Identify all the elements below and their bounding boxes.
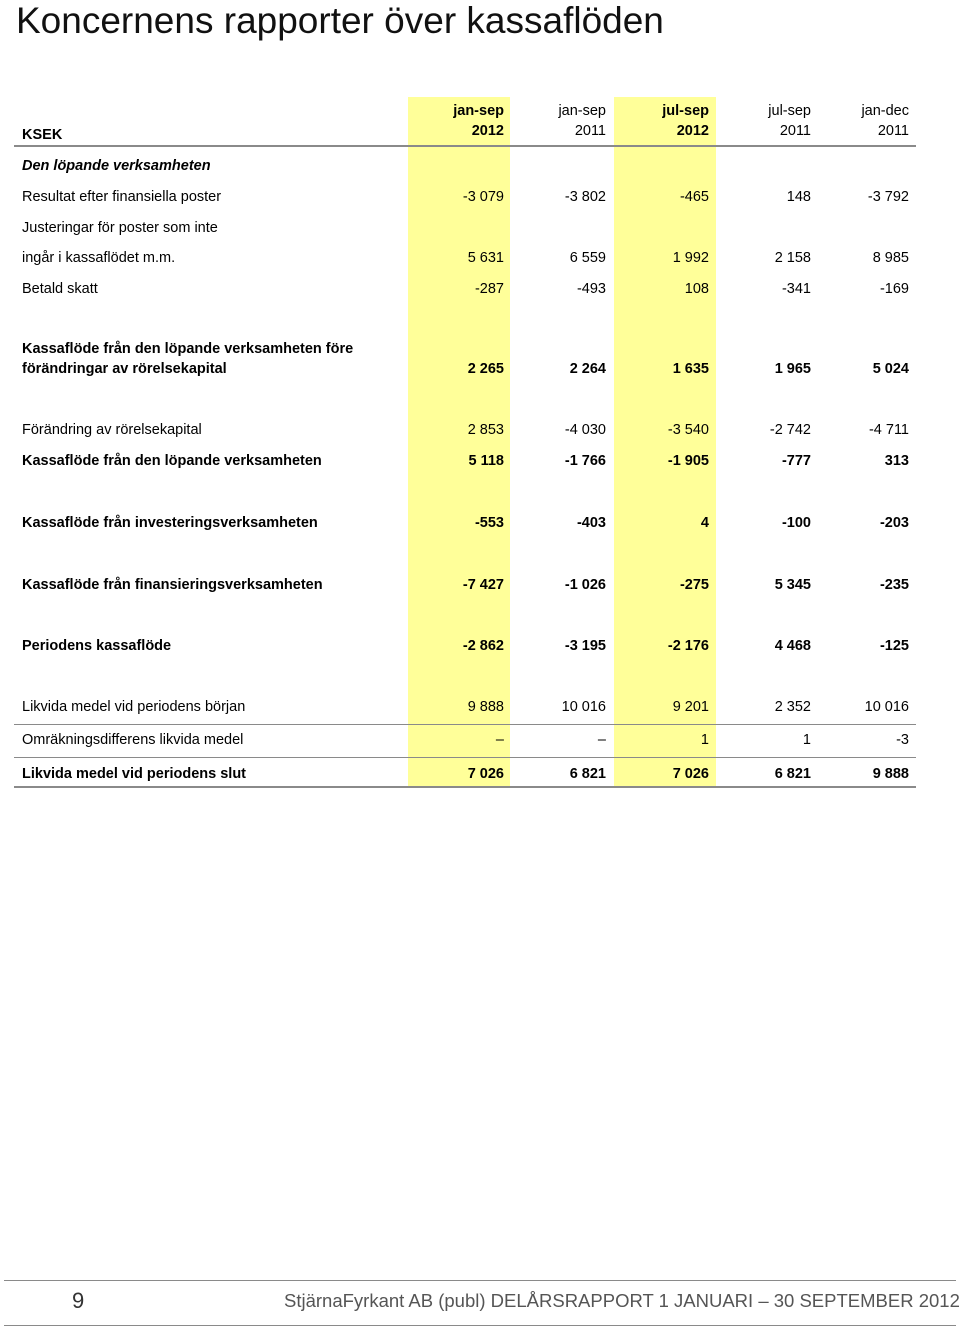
unit-label: KSEK (22, 127, 63, 143)
footer-text: StjärnaFyrkant AB (publ) DELÅRSRAPPORT 1 JANUARI – 30 SEPTEMBER 2012 (284, 1290, 960, 1311)
column-header-1-year: 2012 (471, 123, 504, 139)
row-label: Likvida medel vid periodens början (22, 699, 246, 715)
cell: 5 345 (774, 577, 811, 593)
cell: 10 016 (561, 699, 606, 715)
cell: -4 711 (868, 422, 909, 438)
cell: -125 (879, 638, 909, 654)
cell: -2 176 (667, 638, 709, 654)
cell: -169 (879, 281, 909, 297)
row-label: Omräkningsdifferens likvida medel (22, 732, 244, 748)
cell: 2 853 (467, 422, 504, 438)
cell: 2 158 (774, 250, 811, 266)
row-rule (14, 724, 916, 725)
column-header-5-period: jan-dec (861, 103, 909, 119)
column-header-3-year: 2012 (676, 123, 709, 139)
cell: 6 821 (774, 766, 811, 782)
column-header-3 (609, 101, 709, 141)
cell: 5 118 (468, 453, 504, 469)
cell: -465 (679, 189, 709, 205)
column-header-3-period: jul-sep (662, 103, 709, 119)
cell: -777 (781, 453, 811, 469)
cell: -553 (474, 515, 504, 531)
footer-rule-top (4, 1280, 956, 1281)
cell: 8 985 (872, 250, 909, 266)
row-label: Periodens kassaflöde (22, 638, 172, 654)
row-rule (14, 757, 916, 758)
cell: 148 (786, 189, 811, 205)
column-header-5 (809, 101, 909, 141)
cell: -235 (879, 577, 909, 593)
cell: 7 026 (672, 766, 709, 782)
page-number: 9 (72, 1288, 85, 1313)
section-header-label: Den löpande verksamheten (22, 158, 211, 174)
cell: -203 (879, 515, 909, 531)
cell: -3 540 (667, 422, 709, 438)
row-label: Justeringar för poster som inte (22, 220, 218, 236)
cell: 6 821 (569, 766, 606, 782)
cell: -1 905 (667, 453, 709, 469)
cell: 108 (684, 281, 709, 297)
row-label: Kassaflöde från finansieringsverksamheten (22, 577, 323, 593)
row-label: Kassaflöde från den löpande verksamheten före (22, 341, 354, 357)
cell: -3 802 (564, 189, 606, 205)
cell: 9 888 (872, 766, 909, 782)
cell: -2 742 (769, 422, 811, 438)
column-header-4 (711, 101, 811, 141)
cell: -3 079 (462, 189, 504, 205)
column-header-1 (404, 101, 504, 141)
cell: -493 (576, 281, 606, 297)
cell: -2 862 (462, 638, 504, 654)
column-header-4-year: 2011 (779, 123, 811, 139)
column-header-4-period: jul-sep (768, 103, 811, 119)
page-title: Koncernens rapporter över kassaflöden (16, 0, 664, 41)
row-label: förändringar av rörelsekapital (22, 361, 227, 377)
cell: 2 352 (774, 699, 811, 715)
row-label: Resultat efter finansiella poster (22, 189, 222, 205)
row-label: Kassaflöde från den löpande verksamheten (22, 453, 322, 469)
cell: 5 024 (872, 361, 909, 377)
cell: -1 026 (564, 577, 606, 593)
row-label: Förändring av rörelsekapital (22, 422, 202, 438)
cell: – (495, 732, 504, 748)
cell: 1 965 (774, 361, 811, 377)
cell: 9 888 (467, 699, 504, 715)
row-label: Betald skatt (22, 281, 98, 297)
cell: -287 (474, 281, 504, 297)
cell: -100 (781, 515, 811, 531)
cell: -7 427 (462, 577, 504, 593)
cell: 7 026 (467, 766, 504, 782)
column-header-5-year: 2011 (877, 123, 909, 139)
cell: 1 (700, 732, 709, 748)
cell: 1 635 (672, 361, 709, 377)
cell: 2 265 (467, 361, 504, 377)
cell: 313 (884, 453, 909, 469)
cell: 1 (802, 732, 811, 748)
column-header-2 (506, 101, 606, 141)
cell: 10 016 (864, 699, 909, 715)
cell: 4 (700, 515, 709, 531)
cell: -3 (896, 732, 909, 748)
cell: 5 631 (467, 250, 504, 266)
cell: 6 559 (569, 250, 606, 266)
cell: -3 195 (564, 638, 606, 654)
cell: -341 (781, 281, 811, 297)
row-label: Kassaflöde från investeringsverksamheten (22, 515, 318, 531)
cell: -1 766 (564, 453, 606, 469)
row-label: Likvida medel vid periodens slut (22, 766, 247, 782)
cell: -275 (679, 577, 709, 593)
column-header-2-period: jan-sep (558, 103, 606, 119)
cell: 2 264 (569, 361, 606, 377)
header-rule (14, 145, 916, 147)
cell: 9 201 (672, 699, 709, 715)
column-header-1-period: jan-sep (453, 103, 504, 119)
total-rule (14, 786, 916, 788)
row-label: ingår i kassaflödet m.m. (22, 250, 176, 266)
cell: 4 468 (774, 638, 811, 654)
column-header-2-year: 2011 (574, 123, 606, 139)
cell: -403 (576, 515, 606, 531)
cell: -4 030 (564, 422, 606, 438)
cell: – (597, 732, 606, 748)
cell: -3 792 (867, 189, 909, 205)
footer-rule-bottom (4, 1325, 956, 1326)
cell: 1 992 (672, 250, 709, 266)
